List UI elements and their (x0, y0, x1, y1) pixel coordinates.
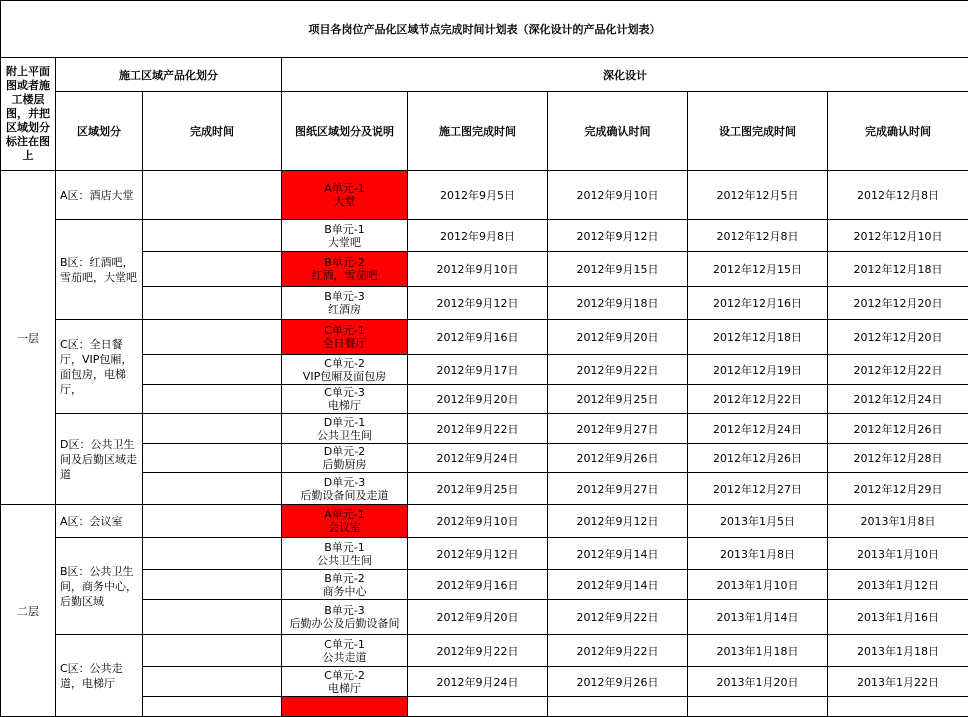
floor-plan-note: 附上平面图或者施工楼层图，并把区域划分标注在图上 (1, 58, 56, 171)
date-cell: 2012年12月26日 (688, 444, 828, 473)
date-cell: 2012年9月24日 (408, 667, 548, 697)
date-cell: 2012年9月14日 (548, 538, 688, 570)
date-cell: 2013年1月10日 (828, 538, 968, 570)
date-cell: 2013年1月18日 (828, 635, 968, 667)
date-cell: 2012年12月20日 (828, 320, 968, 355)
drawing-unit-cell (282, 697, 408, 717)
date-cell: 2012年12月27日 (688, 473, 828, 505)
date-cell: 2013年1月22日 (828, 667, 968, 697)
sheet-title: 项目各岗位产品化区域节点完成时间计划表（深化设计的产品化计划表） (1, 1, 968, 58)
unit-description: 全日餐厅 (282, 337, 407, 350)
unit-description: 红酒，雪茄吧 (282, 269, 407, 282)
zone-label: B区：公共卫生间，商务中心，后勤区域 (56, 538, 143, 635)
column-header-drawing: 图纸区域划分及说明 (282, 92, 408, 171)
unit-code: D单元-2 (282, 445, 407, 458)
unit-code: A单元-1 (282, 182, 407, 195)
zone-label: A区：酒店大堂 (56, 171, 143, 220)
unit-description: 电梯厅 (282, 682, 407, 695)
table-row (1, 600, 968, 635)
zone-label: C区：全日餐厅，VIP包厢，面包房，电梯厅， (56, 320, 143, 414)
date-cell: 2013年1月12日 (828, 570, 968, 600)
date-cell: 2012年9月22日 (548, 355, 688, 385)
date-cell: 2012年12月19日 (688, 355, 828, 385)
unit-description: 大堂 (282, 195, 407, 208)
complete-time-cell (143, 220, 282, 252)
zone-label: C区：公共走道，电梯厅 (56, 635, 143, 717)
complete-time-cell (143, 505, 282, 538)
complete-time-cell (143, 414, 282, 444)
date-cell: 2012年9月26日 (548, 667, 688, 697)
drawing-unit-cell (282, 252, 408, 287)
unit-description: 电梯厅 (282, 399, 407, 412)
complete-time-cell (143, 252, 282, 287)
date-cell: 2012年9月26日 (548, 444, 688, 473)
date-cell: 2012年9月10日 (548, 171, 688, 220)
table-row (1, 414, 968, 444)
drawing-unit-cell (282, 287, 408, 320)
zone-label: B区：红酒吧，雪茄吧，大堂吧 (56, 220, 143, 320)
date-cell: 2012年12月22日 (688, 385, 828, 414)
unit-description: 大堂吧 (282, 236, 407, 249)
table-row (1, 697, 968, 717)
unit-code: A单元-1 (282, 508, 407, 521)
complete-time-cell (143, 667, 282, 697)
date-cell: 2012年9月16日 (408, 570, 548, 600)
table-row (1, 505, 968, 538)
table-row (1, 444, 968, 473)
table-row (1, 473, 968, 505)
date-cell: 2012年9月27日 (548, 473, 688, 505)
unit-description: 红酒房 (282, 303, 407, 316)
complete-time-cell (143, 635, 282, 667)
date-cell: 2012年9月20日 (548, 320, 688, 355)
unit-code: C单元-3 (282, 386, 407, 399)
date-cell: 2013年1月10日 (688, 570, 828, 600)
date-cell: 2012年9月22日 (408, 635, 548, 667)
drawing-unit-cell (282, 385, 408, 414)
unit-code: D单元-3 (282, 476, 407, 489)
column-header-confirm-1: 完成确认时间 (548, 92, 688, 171)
drawing-unit-cell (282, 600, 408, 635)
table-row (1, 635, 968, 667)
column-header-zone: 区域划分 (56, 92, 143, 171)
date-cell: 2012年12月8日 (828, 171, 968, 220)
date-cell: 2013年1月8日 (828, 505, 968, 538)
table-row (1, 287, 968, 320)
date-cell: 2012年12月16日 (688, 287, 828, 320)
date-cell: 2012年9月25日 (548, 385, 688, 414)
table-row (1, 385, 968, 414)
date-cell (688, 697, 828, 717)
unit-code: B单元-3 (282, 290, 407, 303)
floor-label: 二层 (1, 505, 56, 717)
date-cell: 2012年9月10日 (408, 252, 548, 287)
group-header-design: 深化设计 (282, 58, 968, 92)
group-header-construction: 施工区域产品化划分 (56, 58, 282, 92)
table-row (1, 570, 968, 600)
complete-time-cell (143, 171, 282, 220)
unit-code: C单元-2 (282, 669, 407, 682)
date-cell: 2012年9月22日 (548, 600, 688, 635)
date-cell: 2012年9月12日 (548, 220, 688, 252)
complete-time-cell (143, 287, 282, 320)
drawing-unit-cell (282, 667, 408, 697)
unit-description: 后勤设备间及走道 (282, 489, 407, 502)
table-row (1, 320, 968, 355)
unit-code: B单元-2 (282, 572, 407, 585)
drawing-unit-cell (282, 414, 408, 444)
unit-description: 公共卫生间 (282, 554, 407, 567)
date-cell: 2012年9月5日 (408, 171, 548, 220)
unit-description: 商务中心 (282, 585, 407, 598)
unit-code: C单元-1 (282, 638, 407, 651)
date-cell: 2012年9月18日 (548, 287, 688, 320)
date-cell (548, 697, 688, 717)
unit-description: 公共走道 (282, 651, 407, 664)
drawing-unit-cell (282, 220, 408, 252)
column-header-complete: 完成时间 (143, 92, 282, 171)
date-cell: 2012年12月15日 (688, 252, 828, 287)
unit-code: D单元-1 (282, 416, 407, 429)
date-cell: 2012年12月28日 (828, 444, 968, 473)
column-header-construction-drawing: 施工图完成时间 (408, 92, 548, 171)
unit-code: C单元-2 (282, 357, 407, 370)
date-cell: 2012年9月8日 (408, 220, 548, 252)
drawing-unit-cell (282, 570, 408, 600)
table-row (1, 667, 968, 697)
complete-time-cell (143, 444, 282, 473)
date-cell: 2012年9月15日 (548, 252, 688, 287)
unit-code: B单元-1 (282, 223, 407, 236)
date-cell: 2013年1月16日 (828, 600, 968, 635)
column-header-confirm-2: 完成确认时间 (828, 92, 968, 171)
unit-description: 后勤厨房 (282, 458, 407, 471)
date-cell: 2012年12月22日 (828, 355, 968, 385)
date-cell (408, 697, 548, 717)
drawing-unit-cell (282, 473, 408, 505)
date-cell: 2013年1月14日 (688, 600, 828, 635)
unit-code: B单元-1 (282, 541, 407, 554)
date-cell: 2013年1月18日 (688, 635, 828, 667)
complete-time-cell (143, 600, 282, 635)
date-cell: 2012年12月20日 (828, 287, 968, 320)
table-row (1, 171, 968, 220)
date-cell: 2012年9月12日 (408, 287, 548, 320)
drawing-unit-cell (282, 505, 408, 538)
zone-label: D区：公共卫生间及后勤区域走道 (56, 414, 143, 505)
date-cell: 2012年12月10日 (828, 220, 968, 252)
table-row (1, 538, 968, 570)
drawing-unit-cell (282, 355, 408, 385)
date-cell: 2012年9月20日 (408, 385, 548, 414)
drawing-unit-cell (282, 171, 408, 220)
date-cell: 2013年1月8日 (688, 538, 828, 570)
unit-description: 会议室 (282, 521, 407, 534)
date-cell: 2012年12月18日 (828, 252, 968, 287)
date-cell: 2012年12月24日 (828, 385, 968, 414)
unit-code: C单元-1 (282, 324, 407, 337)
unit-description: VIP包厢及面包房 (282, 370, 407, 383)
date-cell: 2012年9月12日 (408, 538, 548, 570)
date-cell: 2012年9月20日 (408, 600, 548, 635)
date-cell: 2012年12月24日 (688, 414, 828, 444)
date-cell: 2013年1月5日 (688, 505, 828, 538)
date-cell: 2012年9月12日 (548, 505, 688, 538)
unit-description: 后勤办公及后勤设备间 (282, 617, 407, 630)
unit-description: 公共卫生间 (282, 429, 407, 442)
floor-label: 一层 (1, 171, 56, 505)
date-cell: 2012年12月29日 (828, 473, 968, 505)
date-cell: 2012年9月10日 (408, 505, 548, 538)
date-cell: 2012年12月5日 (688, 171, 828, 220)
complete-time-cell (143, 473, 282, 505)
drawing-unit-cell (282, 320, 408, 355)
table-row (1, 220, 968, 252)
date-cell: 2012年9月24日 (408, 444, 548, 473)
complete-time-cell (143, 385, 282, 414)
complete-time-cell (143, 538, 282, 570)
drawing-unit-cell (282, 444, 408, 473)
table-row (1, 252, 968, 287)
date-cell: 2012年12月18日 (688, 320, 828, 355)
unit-code: B单元-2 (282, 256, 407, 269)
date-cell: 2012年9月25日 (408, 473, 548, 505)
date-cell: 2013年1月20日 (688, 667, 828, 697)
date-cell: 2012年12月26日 (828, 414, 968, 444)
drawing-unit-cell (282, 538, 408, 570)
complete-time-cell (143, 697, 282, 717)
date-cell: 2012年9月16日 (408, 320, 548, 355)
date-cell: 2012年9月22日 (548, 635, 688, 667)
unit-code: B单元-3 (282, 604, 407, 617)
date-cell: 2012年12月8日 (688, 220, 828, 252)
complete-time-cell (143, 320, 282, 355)
column-header-soft-drawing: 设工图完成时间 (688, 92, 828, 171)
drawing-unit-cell (282, 635, 408, 667)
date-cell: 2012年9月22日 (408, 414, 548, 444)
date-cell: 2012年9月27日 (548, 414, 688, 444)
date-cell (828, 697, 968, 717)
zone-label: A区：会议室 (56, 505, 143, 538)
table-row (1, 355, 968, 385)
date-cell: 2012年9月17日 (408, 355, 548, 385)
complete-time-cell (143, 570, 282, 600)
complete-time-cell (143, 355, 282, 385)
date-cell: 2012年9月14日 (548, 570, 688, 600)
